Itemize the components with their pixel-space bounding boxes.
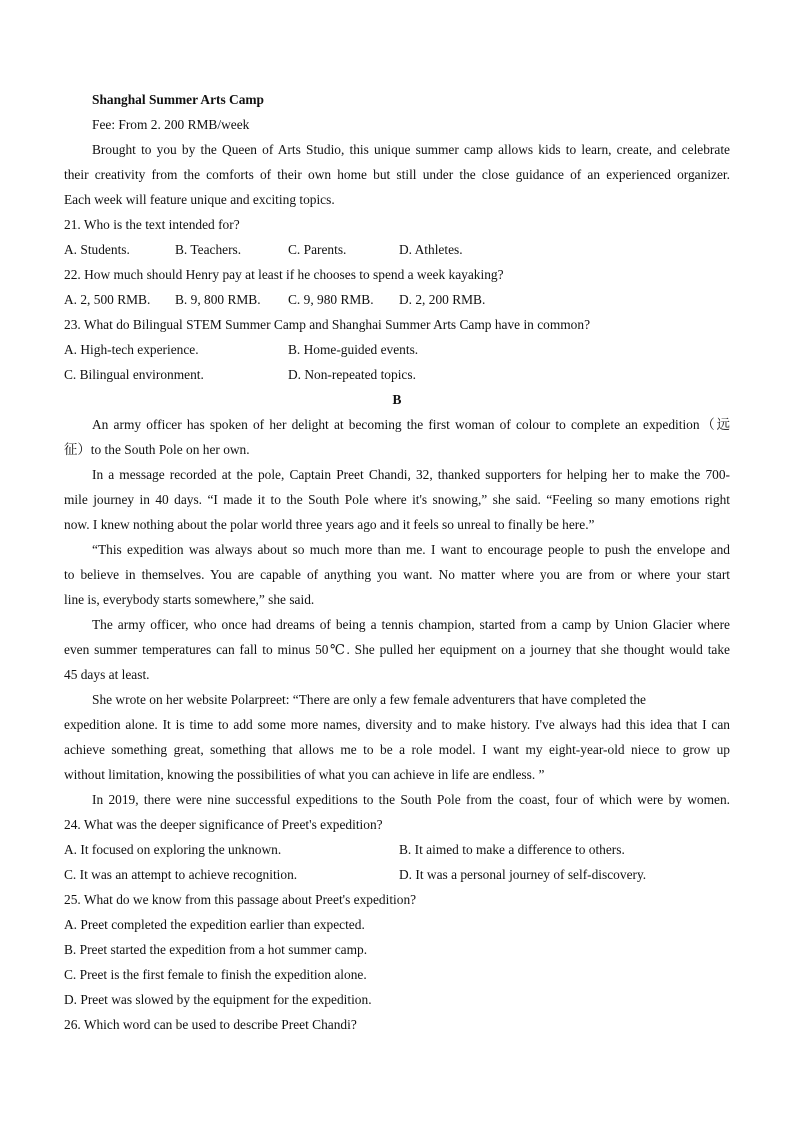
passage-b-line: mile journey in 40 days. “I made it to the South Pole where it's snowing,” she said. “Feeling so many emotions right xyxy=(64,492,730,507)
passage-b-line: In 2019, there were nine successful expeditions to the South Pole from the coast, four of which were by women. xyxy=(92,792,730,807)
q21-option-a: A. Students. xyxy=(64,242,130,257)
q23-option-d: D. Non-repeated topics. xyxy=(288,367,416,382)
camp-title: Shanghal Summer Arts Camp xyxy=(92,92,264,107)
question-24-options-row2 xyxy=(64,862,730,887)
q24-option-c: C. It was an attempt to achieve recognition. xyxy=(64,867,298,882)
passage-b-line: “This expedition was always about so much more than me. I want to encourage people to push the envelope and xyxy=(92,542,730,557)
camp-description-line: Each week will feature unique and exciting topics. xyxy=(64,192,335,207)
q22-option-b: B. 9, 800 RMB. xyxy=(175,292,261,307)
question-21-stem: 21. Who is the text intended for? xyxy=(64,217,240,232)
question-22-options xyxy=(64,287,730,312)
q24-option-d: D. It was a personal journey of self-discovery. xyxy=(399,867,647,882)
passage-b-line: The army officer, who once had dreams of being a tennis champion, started from a camp by Union Glacier where xyxy=(92,617,730,632)
q23-option-b: B. Home-guided events. xyxy=(288,342,419,357)
passage-b-line: without limitation, knowing the possibilities of what you can achieve in life are endless. ” xyxy=(64,767,545,782)
passage-b-line: She wrote on her website Polarpreet: “There are only a few female adventurers that have completed the xyxy=(92,692,646,707)
question-22-stem: 22. How much should Henry pay at least if he chooses to spend a week kayaking? xyxy=(64,267,504,282)
q22-option-d: D. 2, 200 RMB. xyxy=(399,292,486,307)
question-23-options-row1 xyxy=(64,337,730,362)
passage-b-line: expedition alone. It is time to add some more names, diversity and to make history. I've always had this idea that I can xyxy=(64,717,730,732)
q25-option-b: B. Preet started the expedition from a hot summer camp. xyxy=(64,942,368,957)
q21-option-b: B. Teachers. xyxy=(175,242,242,257)
section-b-heading: B xyxy=(392,392,402,407)
q22-option-a: A. 2, 500 RMB. xyxy=(64,292,151,307)
question-23-stem: 23. What do Bilingual STEM Summer Camp and Shanghai Summer Arts Camp have in common? xyxy=(64,317,591,332)
q24-option-a: A. It focused on exploring the unknown. xyxy=(64,842,282,857)
q23-option-a: A. High-tech experience. xyxy=(64,342,199,357)
q21-option-c: C. Parents. xyxy=(288,242,347,257)
question-23-options-row2 xyxy=(64,362,730,387)
question-21-options xyxy=(64,237,730,262)
passage-b-line: to believe in themselves. You are capable of anything you want. No matter where you are from or where your start xyxy=(64,567,730,582)
q25-option-c: C. Preet is the first female to finish the expedition alone. xyxy=(64,967,367,982)
q25-option-d: D. Preet was slowed by the equipment for the expedition. xyxy=(64,992,372,1007)
camp-description-line: Brought to you by the Queen of Arts Studio, this unique summer camp allows kids to learn, create, and celebrate xyxy=(92,142,730,157)
passage-b-line: line is, everybody starts somewhere,” she said. xyxy=(64,592,315,607)
q22-option-c: C. 9, 980 RMB. xyxy=(288,292,374,307)
q21-option-d: D. Athletes. xyxy=(399,242,463,257)
passage-b-line: 征）to the South Pole on her own. xyxy=(64,442,250,457)
passage-b-line: In a message recorded at the pole, Captain Preet Chandi, 32, thanked supporters for helping her to make the 700- xyxy=(92,467,730,482)
question-24-options-row1 xyxy=(64,837,730,862)
q25-option-a: A. Preet completed the expedition earlier than expected. xyxy=(64,917,365,932)
camp-description-line: their creativity from the comforts of their own home but still under the close guidance of an experienced organizer. xyxy=(64,167,730,182)
passage-b-line: 45 days at least. xyxy=(64,667,150,682)
question-25-stem: 25. What do we know from this passage about Preet's expedition? xyxy=(64,892,417,907)
passage-b-line: even summer temperatures can fall to minus 50℃. She pulled her equipment on a journey that she thought would take xyxy=(64,642,730,657)
passage-b-line: An army officer has spoken of her delight at becoming the first woman of colour to complete an expedition（远 xyxy=(92,417,730,432)
question-26-stem: 26. Which word can be used to describe Preet Chandi? xyxy=(64,1017,357,1032)
q24-option-b: B. It aimed to make a difference to others. xyxy=(399,842,625,857)
question-24-stem: 24. What was the deeper significance of Preet's expedition? xyxy=(64,817,383,832)
passage-b-line: now. I knew nothing about the polar world three years ago and it feels so unreal to finally be here.” xyxy=(64,517,595,532)
camp-fee: Fee: From 2. 200 RMB/week xyxy=(92,117,250,132)
passage-b-line: achieve something great, something that allows me to be a role model. I want my eight-year-old niece to grow up xyxy=(64,742,730,757)
q23-option-c: C. Bilingual environment. xyxy=(64,367,204,382)
